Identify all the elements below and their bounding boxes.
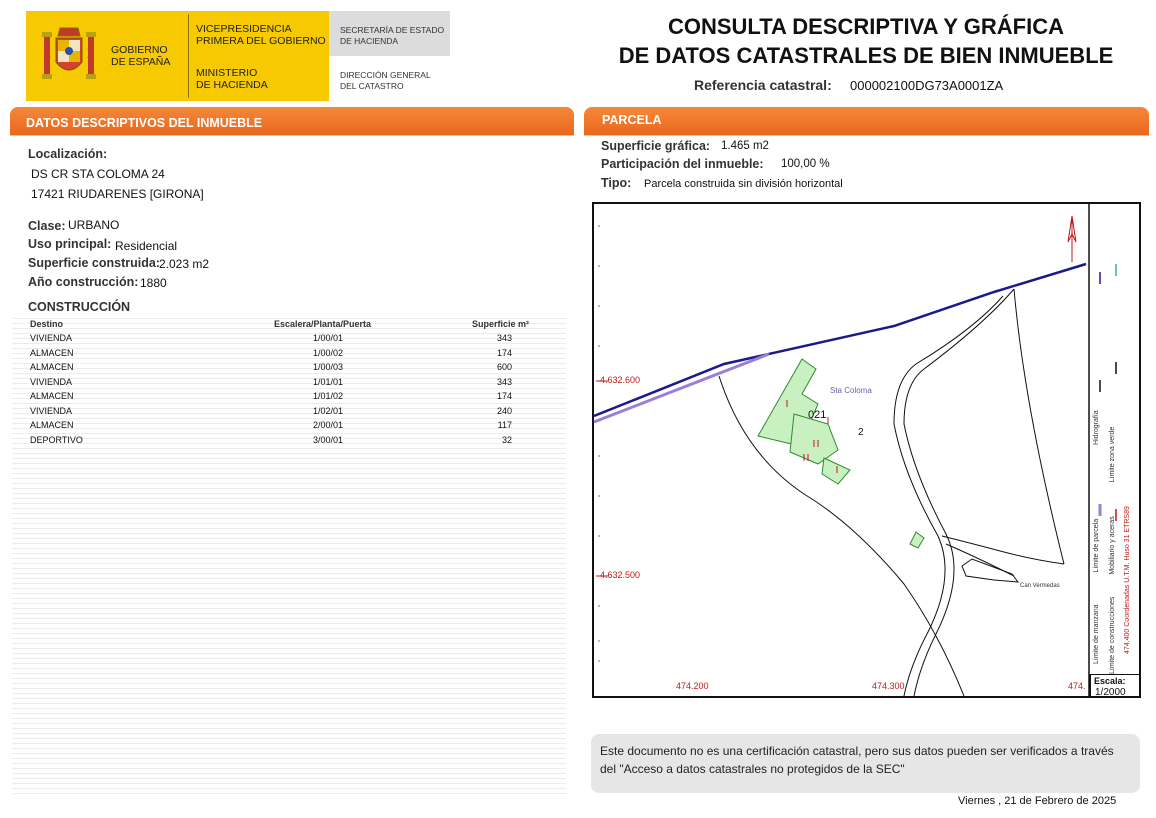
cadastral-map[interactable]	[592, 202, 1141, 698]
clase-value: URBANO	[68, 218, 120, 232]
legend-limite-parcela: Límite de parcela	[1093, 518, 1100, 573]
cell-destino: ALMACEN	[30, 420, 74, 430]
cell-superficie: 343	[496, 333, 512, 343]
table-row	[30, 420, 550, 434]
cell-escalera: 1/00/03	[313, 362, 344, 372]
ministerio-text: MINISTERIO DE HACIENDA	[196, 67, 268, 91]
place-label: Can Vermedas	[1020, 583, 1060, 589]
localizacion-label: Localización:	[28, 147, 108, 161]
referencia-catastral	[694, 77, 1004, 93]
sup-grafica-label: Superficie gráfica:	[601, 139, 711, 153]
cell-destino: DEPORTIVO	[30, 435, 83, 445]
section-divider	[10, 135, 574, 136]
road-label: Sta Coloma	[830, 386, 872, 395]
cell-superficie: 600	[496, 362, 512, 372]
localizacion-line2: 17421 RIUDARENES [GIRONA]	[31, 187, 204, 201]
cell-destino: ALMACEN	[30, 348, 74, 358]
cell-superficie: 240	[496, 406, 512, 416]
participacion-value: 100,00 %	[781, 158, 830, 170]
cell-escalera: 1/01/01	[313, 377, 344, 387]
table-row	[30, 377, 550, 391]
map-legend-column-1	[1092, 224, 1101, 664]
cell-superficie: 343	[496, 377, 512, 387]
uso-label: Uso principal:	[28, 237, 112, 251]
map-x-label-2: 474.300	[872, 681, 905, 691]
superficie-label: Superficie construida:	[28, 256, 160, 270]
sup-grafica-value: 1.465 m2	[721, 140, 769, 152]
construccion-title: CONSTRUCCIÓN	[28, 300, 131, 314]
cell-escalera: 1/02/01	[313, 406, 344, 416]
table-row	[30, 348, 550, 362]
section-bar-parcela	[584, 107, 1149, 135]
parcel-number-label: 021	[808, 409, 827, 421]
table-row	[30, 333, 550, 347]
cell-escalera: 1/01/02	[313, 391, 344, 401]
section-title-parcela: PARCELA	[602, 113, 662, 127]
cell-superficie: 117	[497, 420, 512, 430]
section-title-descriptivos: DATOS DESCRIPTIVOS DEL INMUEBLE	[26, 116, 263, 130]
scale-value: 1/2000	[1095, 687, 1126, 698]
document-title: CONSULTA DESCRIPTIVA Y GRÁFICA DE DATOS CATASTRALES DE BIEN INMUEBLE	[618, 14, 1114, 68]
tipo-value: Parcela construida sin división horizontal	[644, 178, 843, 190]
anio-label: Año construcción:	[28, 275, 139, 289]
ref-label: Referencia catastral:	[694, 77, 832, 93]
map-legend-column-2	[1108, 234, 1117, 674]
direccion-general-text: DIRECCIÓN GENERAL DEL CATASTRO	[340, 70, 431, 91]
tipo-label: Tipo:	[601, 176, 632, 190]
legend-mobiliario: Mobiliario y aceras	[1109, 516, 1116, 575]
cell-escalera: 3/00/01	[313, 435, 344, 445]
cell-superficie: 174	[496, 348, 512, 358]
vicepresidencia-text: VICEPRESIDENCIA PRIMERA DEL GOBIERNO	[196, 23, 326, 47]
cell-destino: ALMACEN	[30, 362, 74, 372]
map-scale	[1089, 674, 1141, 698]
map-x-label-1: 474.200	[676, 681, 709, 691]
cell-escalera: 2/00/01	[313, 420, 344, 430]
map-coordinates-note: 474.400 Coordenadas U.T.M. Huso 31 ETRS89	[1124, 506, 1131, 654]
scale-label: Escala:	[1094, 676, 1126, 686]
logo-separator	[188, 14, 189, 98]
cell-destino: VIVIENDA	[30, 377, 73, 387]
localizacion-line1: DS CR STA COLOMA 24	[31, 167, 165, 181]
anio-value: 1880	[140, 276, 167, 290]
gobierno-text: GOBIERNO DE ESPAÑA	[111, 44, 171, 68]
map-y-label-1: 4.632.600	[600, 375, 641, 385]
document-date: Viernes , 21 de Febrero de 2025	[958, 795, 1117, 807]
map-drawing	[594, 204, 1139, 696]
cell-escalera: 1/00/01	[313, 333, 344, 343]
legend-zona-verde: Límite zona verde	[1109, 426, 1116, 483]
coat-of-arms-icon	[36, 22, 102, 88]
table-row	[30, 391, 550, 405]
superficie-value: 2.023 m2	[159, 257, 210, 271]
section-bar-descriptivos	[10, 107, 574, 135]
legend-hidrografia: Hidrografía	[1093, 410, 1100, 445]
participacion-label: Participación del inmueble:	[601, 157, 764, 171]
cell-destino: VIVIENDA	[30, 333, 73, 343]
clase-label: Clase:	[28, 219, 66, 233]
col-destino: Destino	[30, 319, 64, 329]
legend-limite-manzana: Límite de manzana	[1093, 604, 1100, 664]
cell-superficie: 32	[501, 435, 512, 445]
table-row	[30, 435, 550, 449]
col-superficie: Superficie m²	[472, 319, 530, 329]
cell-destino: ALMACEN	[30, 391, 74, 401]
neighbor-parcel-label: 2	[858, 427, 864, 438]
section-divider	[584, 135, 1149, 136]
map-y-label-2: 4.632.500	[600, 570, 641, 580]
disclaimer-note: Este documento no es una certificación catastral, pero sus datos pueden ser verificados a través del "Acceso a datos catastrales no protegidos de la SEC"	[591, 734, 1140, 793]
cell-destino: VIVIENDA	[30, 406, 73, 416]
cell-superficie: 174	[496, 391, 512, 401]
cell-escalera: 1/00/02	[313, 348, 344, 358]
secretaria-text: SECRETARÍA DE ESTADO DE HACIENDA	[340, 25, 445, 46]
legend-limite-construcciones: Límite de construcciones	[1109, 596, 1116, 674]
uso-value: Residencial	[115, 239, 178, 253]
map-x-label-3: 474.	[1068, 681, 1086, 691]
table-row	[30, 362, 550, 376]
ref-value: 000002100DG73A0001ZA	[850, 78, 1004, 93]
col-escalera: Escalera/Planta/Puerta	[274, 319, 372, 329]
table-row	[30, 406, 550, 420]
